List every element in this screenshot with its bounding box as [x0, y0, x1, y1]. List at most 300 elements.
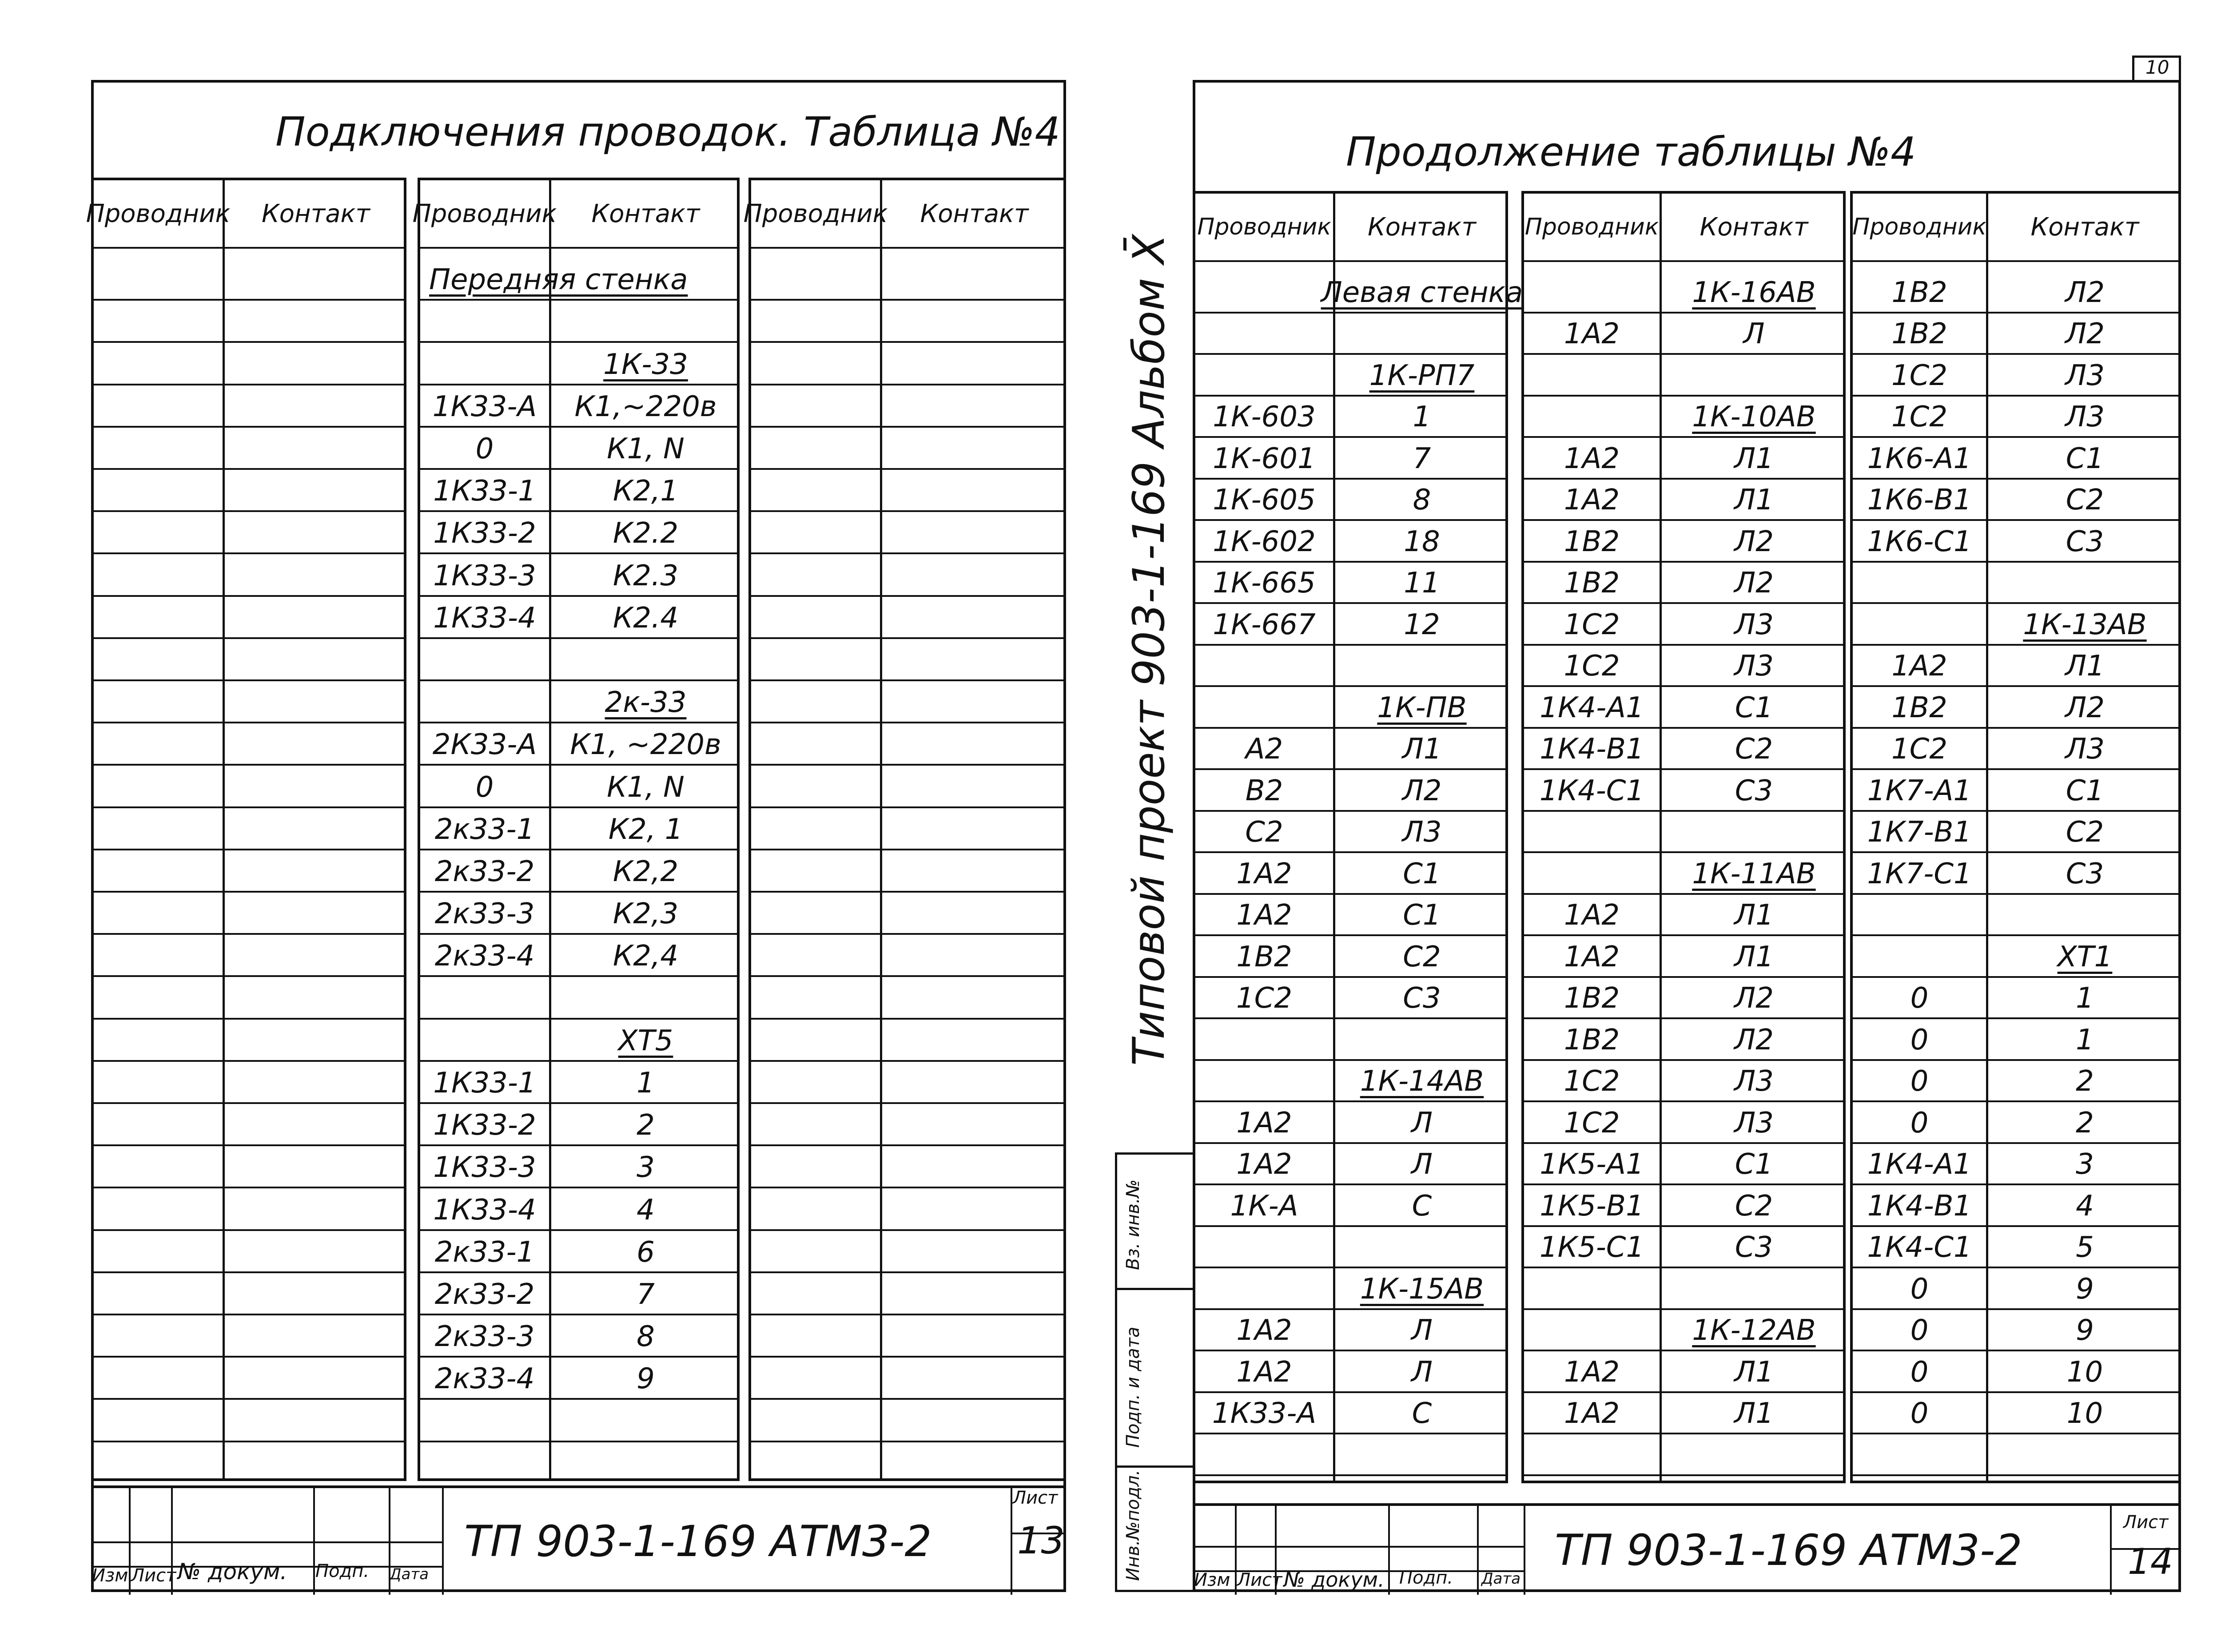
conductor-cell: 0	[1910, 1023, 1929, 1056]
contact-cell: С3	[1735, 774, 1773, 807]
conductor-cell: 1А2	[1236, 1355, 1292, 1389]
conductor-cell: 1К33-2	[433, 517, 536, 550]
table-row-line	[94, 1187, 404, 1188]
conductor-cell: 1К33-А	[432, 390, 537, 423]
contact-cell: Л1	[1402, 733, 1442, 766]
conductor-cell: Передняя стенка	[429, 263, 688, 297]
column-header-contact: Контакт	[920, 199, 1029, 228]
contact-cell: С3	[2066, 525, 2104, 558]
contact-cell: К2,2	[613, 855, 679, 888]
conductor-cell: 1К33-А	[1212, 1397, 1317, 1430]
table-row-line	[751, 933, 1063, 935]
conductor-cell: 0	[475, 770, 494, 804]
column-header-contact: Контакт	[1700, 212, 1808, 242]
conductor-cell: 1С2	[1236, 982, 1293, 1015]
contact-cell: К1, N	[607, 770, 685, 804]
conductor-cell: 0	[1910, 1314, 1929, 1347]
table-row-line	[94, 1271, 404, 1273]
table-row-line	[751, 849, 1063, 850]
conductor-cell: 1К-601	[1213, 442, 1316, 475]
contact-cell: 11	[1404, 567, 1440, 600]
right-sheet-number: 14	[2128, 1541, 2173, 1582]
column-header-conductor: Проводник	[86, 199, 231, 228]
left-drawing-code: ТП 903-1-169 АТМ3-2	[464, 1517, 932, 1566]
table-row-line	[1853, 1433, 2178, 1434]
table-row-line	[94, 510, 404, 512]
conductor-cell: 1С2	[1891, 733, 1948, 766]
contact-cell: 2	[637, 1109, 655, 1142]
contact-cell: 2	[2076, 1106, 2094, 1140]
conductor-cell: 1С2	[1891, 401, 1948, 433]
contact-cell: К2,1	[613, 475, 679, 508]
sheet-label: Лист	[131, 1565, 176, 1586]
contact-cell: 1К-15АВ	[1360, 1272, 1484, 1306]
table-row-line	[420, 1398, 737, 1400]
conductor-cell: 2к33-4	[434, 940, 535, 973]
conductor-cell: 2К33-А	[432, 728, 537, 762]
contact-cell: С1	[1735, 1148, 1773, 1181]
contact-cell: К2,3	[613, 897, 679, 931]
contact-cell: Л2	[1734, 982, 1774, 1015]
contact-cell: Л1	[1734, 484, 1774, 516]
conductor-cell	[1853, 894, 1986, 932]
table-row-line	[751, 510, 1063, 512]
contact-cell: 6	[637, 1235, 655, 1269]
conductor-cell	[1195, 271, 1333, 309]
contact-cell: 4	[2076, 1189, 2094, 1223]
conductor-cell: 2к33-3	[434, 1320, 535, 1354]
conductor-cell: 0	[475, 433, 494, 465]
column-header-contact: Контакт	[591, 199, 700, 228]
table-row-line	[94, 849, 404, 850]
signature-date-stamp: Подп. и дата	[1123, 1326, 1143, 1448]
contact-cell: 1К-12АВ	[1692, 1314, 1816, 1347]
conductor-cell: 1А2	[1236, 899, 1292, 932]
conductor-cell: 1А2	[1236, 1148, 1292, 1181]
table-row-line	[94, 1060, 404, 1062]
column-header-conductor: Проводник	[1852, 214, 1986, 240]
contact-cell: Л3	[1734, 608, 1774, 641]
contact-cell: Л2	[1734, 1023, 1774, 1056]
conductor-cell	[1195, 644, 1333, 683]
right-table-a	[1193, 191, 1523, 1483]
table-row-line	[94, 1356, 404, 1358]
conductor-cell: 1А2	[1564, 899, 1620, 932]
conductor-cell: 1К4-С1	[1539, 774, 1644, 807]
conductor-cell: 0	[1910, 1272, 1929, 1306]
table-row-line	[751, 891, 1063, 893]
contact-cell	[1333, 1018, 1511, 1056]
contact-cell: К1, N	[607, 433, 685, 465]
contact-cell: С1	[2066, 774, 2104, 807]
date-label: Дата	[390, 1565, 429, 1583]
contact-cell: Л3	[2065, 401, 2105, 433]
contact-cell: Л2	[2065, 276, 2105, 309]
conductor-cell: 1С2	[1891, 359, 1948, 392]
conductor-cell	[1195, 312, 1333, 350]
table-row-line	[751, 1229, 1063, 1231]
table-row-line	[751, 637, 1063, 639]
conductor-cell: 1А2	[1891, 650, 1947, 683]
conductor-cell: 0	[1910, 1065, 1929, 1098]
contact-cell: К1, ~220в	[570, 728, 721, 762]
conductor-cell: 2к33-1	[434, 1235, 535, 1269]
conductor-cell: 1К-605	[1213, 484, 1316, 516]
contact-cell: 1К-16АВ	[1692, 276, 1816, 309]
table-row-line	[751, 341, 1063, 343]
table-row-line	[751, 384, 1063, 385]
conductor-cell	[1524, 395, 1660, 433]
table-row-line	[751, 1060, 1063, 1062]
table-row-line	[1195, 1433, 1505, 1434]
contact-cell: 4	[637, 1193, 655, 1227]
album-side-label: Типовой проект 903-1-169 Альбом X̄	[1124, 234, 1174, 1066]
conductor-cell: 1К6-С1	[1867, 525, 1972, 558]
conductor-cell: 1К6-А1	[1867, 442, 1972, 475]
contact-cell: Л3	[1734, 650, 1774, 683]
conductor-cell: 1В2	[1891, 318, 1947, 350]
replacement-inventory-stamp: Вз. инв.№	[1123, 1179, 1143, 1270]
contact-cell: 3	[2076, 1148, 2094, 1181]
conductor-cell: 2к33-4	[434, 1362, 535, 1396]
conductor-cell: 1В2	[1564, 525, 1620, 558]
table-row-line	[751, 1314, 1063, 1315]
contact-cell: 1	[2076, 982, 2094, 1015]
contact-cell: 2	[2076, 1065, 2094, 1098]
contact-cell: С2	[1403, 940, 1441, 973]
conductor-cell: 1К33-3	[433, 1151, 536, 1184]
conductor-cell	[1524, 271, 1660, 309]
conductor-cell: 1А2	[1564, 1397, 1620, 1430]
contact-cell: 12	[1404, 608, 1440, 641]
contact-cell: 1К-ПВ	[1377, 691, 1467, 724]
corner-page-number: 10	[2145, 56, 2169, 78]
contact-cell: 1К-33	[603, 348, 688, 381]
contact-cell: 1К-РП7	[1369, 359, 1475, 392]
conductor-cell: 1А2	[1236, 1314, 1292, 1347]
contact-cell: Л2	[1734, 525, 1774, 558]
signature-label: Подп.	[1399, 1568, 1453, 1588]
conductor-cell: 1С2	[1564, 1065, 1620, 1098]
table-row-line	[94, 468, 404, 470]
table-row-line	[94, 595, 404, 597]
contact-cell: Л1	[1734, 899, 1774, 932]
table-row-line	[94, 384, 404, 385]
contact-cell: 8	[637, 1320, 655, 1354]
right-table-c	[1850, 191, 2181, 1483]
table-row-line	[94, 1229, 404, 1231]
table-row-line	[94, 933, 404, 935]
table-row-line	[751, 1271, 1063, 1273]
contact-cell	[1333, 644, 1511, 683]
right-page-title: Продолжение таблицы №4	[1346, 129, 1916, 175]
table-row-line	[751, 299, 1063, 301]
contact-cell: С1	[2066, 442, 2104, 475]
column-header-contact: Контакт	[2030, 212, 2139, 242]
conductor-cell	[420, 1019, 549, 1057]
contact-cell: С	[1412, 1397, 1432, 1430]
contact-cell: С1	[1403, 899, 1441, 932]
table-row-line	[751, 552, 1063, 554]
table-row-line	[751, 1441, 1063, 1442]
table-row-line	[751, 679, 1063, 681]
conductor-cell: 0	[1910, 1106, 1929, 1140]
conductor-cell	[1195, 1060, 1333, 1098]
contact-cell: 1	[2076, 1023, 2094, 1056]
document-number-label: № докум.	[178, 1559, 287, 1584]
contact-cell: С2	[2066, 816, 2104, 849]
conductor-cell	[1195, 686, 1333, 724]
conductor-cell: 1В2	[1564, 982, 1620, 1015]
contact-cell: К2.4	[613, 601, 679, 635]
table-row-line	[751, 1398, 1063, 1400]
conductor-cell: 1А2	[1564, 318, 1620, 350]
contact-cell	[1333, 1226, 1511, 1264]
conductor-cell: 0	[1910, 982, 1929, 1015]
contact-cell: 9	[2076, 1314, 2094, 1347]
contact-cell: Л1	[1734, 1397, 1774, 1430]
conductor-cell: 1В2	[1564, 1023, 1620, 1056]
contact-cell: К2.3	[613, 559, 679, 592]
column-header-conductor: Проводник	[412, 199, 557, 228]
conductor-cell: С2	[1245, 816, 1283, 849]
conductor-cell: 0	[1910, 1355, 1929, 1389]
conductor-cell	[420, 300, 549, 338]
revision-label: Изм	[1194, 1570, 1230, 1590]
conductor-cell: 1К-А	[1230, 1189, 1298, 1223]
contact-cell: С1	[1403, 857, 1441, 890]
conductor-cell: 1К33-1	[433, 1067, 536, 1100]
contact-cell: 7	[637, 1278, 655, 1311]
contact-cell	[549, 639, 742, 677]
contact-cell	[1660, 1267, 1848, 1306]
conductor-cell	[420, 343, 549, 381]
contact-cell: 2к-33	[605, 686, 687, 719]
contact-cell: К1,~220в	[574, 390, 717, 423]
table-row-line	[94, 1314, 404, 1315]
right-table-b	[1521, 191, 1846, 1483]
table-row-line	[94, 426, 404, 428]
conductor-cell: 2к33-3	[434, 897, 535, 931]
contact-cell: Л1	[1734, 940, 1774, 973]
conductor-cell: 1С2	[1564, 650, 1620, 683]
table-row-line	[94, 637, 404, 639]
table-row-line	[420, 1441, 737, 1442]
conductor-cell	[1524, 852, 1660, 890]
contact-cell: Л1	[1734, 1355, 1774, 1389]
table-row-line	[94, 1018, 404, 1020]
conductor-cell: 1А2	[1564, 1355, 1620, 1389]
contact-cell: Л	[1411, 1355, 1433, 1389]
contact-cell: 7	[1413, 442, 1431, 475]
conductor-cell: 1В2	[1236, 940, 1292, 973]
contact-cell: Л	[1411, 1314, 1433, 1347]
contact-cell: Л	[1411, 1106, 1433, 1140]
document-number-label: № докум.	[1284, 1568, 1385, 1592]
contact-cell: 1К-14АВ	[1360, 1065, 1484, 1098]
column-header-contact: Контакт	[261, 199, 370, 228]
conductor-cell	[420, 977, 549, 1015]
right-sheet-number-label: Лист	[2123, 1512, 2169, 1533]
table-row-line	[1524, 1433, 1843, 1434]
conductor-cell: 1А2	[1236, 857, 1292, 890]
conductor-cell	[1524, 1267, 1660, 1306]
table-row-line	[751, 1102, 1063, 1104]
conductor-cell: 1А2	[1564, 940, 1620, 973]
contact-cell: К2.2	[613, 517, 679, 550]
table-row-line	[94, 1144, 404, 1146]
conductor-cell	[1524, 810, 1660, 849]
conductor-cell: 1К7-С1	[1867, 857, 1972, 890]
table-row-line	[94, 764, 404, 766]
contact-cell: 1	[1413, 401, 1431, 433]
contact-cell: С3	[1403, 982, 1441, 1015]
contact-cell: К2, 1	[608, 813, 683, 846]
contact-cell: Л1	[2065, 650, 2105, 683]
contact-cell	[549, 258, 742, 296]
conductor-cell	[1195, 1018, 1333, 1056]
conductor-cell: 1В2	[1891, 276, 1947, 309]
contact-cell: 3	[637, 1151, 655, 1184]
conductor-cell: 1К4-А1	[1540, 691, 1644, 724]
conductor-cell: 1А2	[1564, 484, 1620, 516]
conductor-cell	[1853, 935, 1986, 973]
conductor-cell: 1В2	[1564, 567, 1620, 600]
contact-cell	[1986, 894, 2184, 932]
right-drawing-code: ТП 903-1-169 АТМ3-2	[1555, 1525, 2022, 1575]
conductor-cell: 1К33-1	[433, 475, 536, 508]
table-row-line	[751, 806, 1063, 808]
conductor-cell: 1К33-2	[433, 1109, 536, 1142]
conductor-cell: 2к33-2	[434, 855, 535, 888]
left-sheet-number-label: Лист	[1013, 1488, 1058, 1508]
table-row-line	[751, 975, 1063, 977]
conductor-cell: 1К-602	[1213, 525, 1316, 558]
conductor-cell: 1К33-4	[433, 1193, 536, 1227]
contact-cell: Л	[1411, 1148, 1433, 1181]
conductor-cell: 1К-603	[1213, 401, 1316, 433]
contact-cell	[549, 977, 742, 1015]
conductor-cell: 1В2	[1891, 691, 1947, 724]
date-label: Дата	[1481, 1570, 1521, 1588]
contact-cell: Л	[1743, 318, 1765, 350]
contact-cell: Л3	[2065, 733, 2105, 766]
table-row-line	[751, 1144, 1063, 1146]
conductor-cell: 1К4-С1	[1867, 1231, 1972, 1264]
conductor-cell: 2к33-1	[434, 813, 535, 846]
conductor-cell	[420, 681, 549, 719]
conductor-cell: А2	[1245, 733, 1283, 766]
left-table-c	[743, 178, 1066, 1481]
left-table-b	[412, 178, 740, 1481]
table-row-line	[751, 1356, 1063, 1358]
table-row-line	[94, 806, 404, 808]
contact-cell: 1К-11АВ	[1692, 857, 1816, 890]
conductor-cell: 1С2	[1564, 1106, 1620, 1140]
conductor-cell: 1К-665	[1213, 567, 1316, 600]
conductor-cell	[1853, 561, 1986, 600]
conductor-cell: В2	[1245, 774, 1283, 807]
conductor-cell: 2к33-2	[434, 1278, 535, 1311]
sheet-label: Лист	[1237, 1570, 1282, 1590]
contact-cell	[549, 300, 742, 338]
inventory-number-stamp: Инв.№подл.	[1123, 1469, 1143, 1581]
conductor-cell: 1К-667	[1213, 608, 1316, 641]
contact-cell	[1660, 810, 1848, 849]
conductor-cell: 1К7-В1	[1867, 816, 1972, 849]
contact-cell: Л2	[1734, 567, 1774, 600]
conductor-cell	[1195, 1226, 1333, 1264]
contact-cell: Л2	[2065, 691, 2105, 724]
table-row-line	[94, 341, 404, 343]
contact-cell: ХТ5	[618, 1024, 673, 1057]
contact-cell: 10	[2066, 1397, 2103, 1430]
conductor-cell: 1К5-С1	[1539, 1231, 1644, 1264]
contact-cell	[1660, 354, 1848, 392]
contact-cell: С2	[1735, 733, 1773, 766]
conductor-cell: 1К33-3	[433, 559, 536, 592]
column-header-conductor: Проводник	[743, 199, 888, 228]
contact-cell	[1333, 312, 1511, 350]
table-row-line	[94, 891, 404, 893]
table-row-line	[94, 1102, 404, 1104]
contact-cell: К2,4	[613, 940, 679, 973]
contact-cell: С	[1412, 1189, 1432, 1223]
table-row-line	[751, 1187, 1063, 1188]
column-header-contact: Контакт	[1367, 212, 1476, 242]
left-page-title: Подключения проводок. Таблица №4	[275, 109, 1060, 155]
conductor-cell: 1А2	[1564, 442, 1620, 475]
conductor-cell	[1524, 1309, 1660, 1347]
contact-cell: 1К-10АВ	[1692, 401, 1816, 433]
conductor-cell: 1К5-В1	[1540, 1189, 1644, 1223]
contact-cell: С2	[2066, 484, 2104, 516]
conductor-cell: 1К6-В1	[1867, 484, 1972, 516]
column-header-conductor: Проводник	[1524, 214, 1659, 240]
contact-cell: С3	[1735, 1231, 1773, 1264]
contact-cell	[1986, 561, 2184, 600]
contact-cell: ХТ1	[2057, 940, 2113, 973]
table-row-line	[751, 764, 1063, 766]
conductor-cell: 1К4-В1	[1867, 1189, 1972, 1223]
contact-cell: Левая стенка	[1321, 276, 1523, 309]
contact-cell: 5	[2076, 1231, 2094, 1264]
conductor-cell: 0	[1910, 1397, 1929, 1430]
table-row-line	[751, 426, 1063, 428]
table-row-line	[1524, 1474, 1843, 1476]
contact-cell: С2	[1735, 1189, 1773, 1223]
table-row-line	[94, 722, 404, 723]
table-row-line	[94, 299, 404, 301]
signature-label: Подп.	[315, 1561, 370, 1581]
contact-cell: С1	[1735, 691, 1773, 724]
table-row-line	[94, 1398, 404, 1400]
table-row-line	[751, 595, 1063, 597]
contact-cell: Л3	[1402, 816, 1442, 849]
revision-label: Изм	[92, 1565, 128, 1586]
contact-cell: 9	[2076, 1272, 2094, 1306]
contact-cell: Л2	[1402, 774, 1442, 807]
table-row-line	[751, 1018, 1063, 1020]
contact-cell: 9	[637, 1362, 655, 1396]
contact-cell: С3	[2066, 857, 2104, 890]
conductor-cell	[1195, 1267, 1333, 1306]
conductor-cell: 1К33-4	[433, 601, 536, 635]
table-row-line	[1195, 1474, 1505, 1476]
contact-cell: 10	[2066, 1355, 2103, 1389]
table-row-line	[94, 679, 404, 681]
conductor-cell	[420, 639, 549, 677]
